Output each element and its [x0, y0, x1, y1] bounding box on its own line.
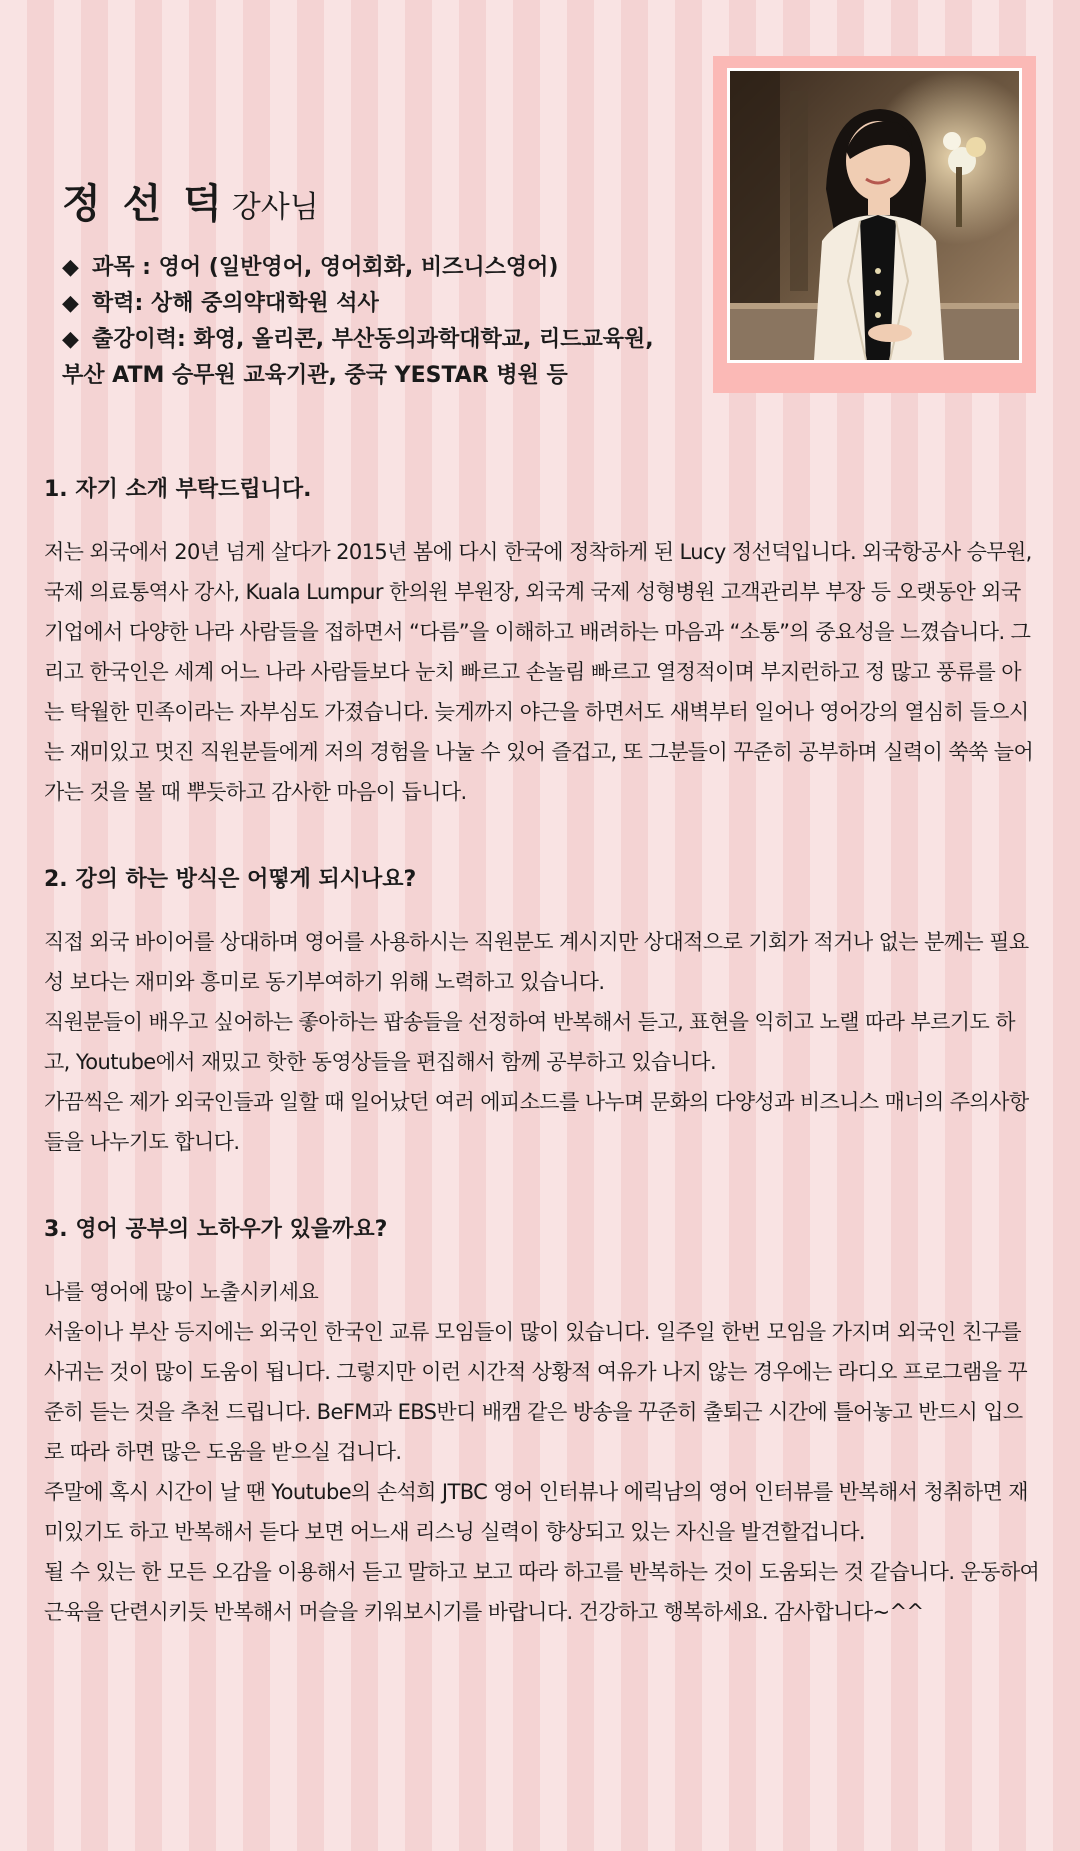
section-study-know-how [44, 1210, 1040, 1632]
profile-photo-frame [713, 56, 1036, 393]
diamond-bullet-icon: ◆ [62, 327, 79, 352]
diamond-bullet-icon: ◆ [62, 255, 79, 280]
diamond-bullet-icon: ◆ [62, 291, 79, 316]
section-heading: 1. 자기 소개 부탁드립니다. [44, 477, 312, 502]
detail-education [62, 286, 702, 322]
instructor-name: 정 선 덕 [62, 181, 226, 227]
section-paragraph: 저는 외국에서 20년 넘게 살다가 2015년 봄에 다시 한국에 정착하게 된 Lucy 정선덕입니다. 외국항공사 승무원, 국제 의료통역사 강사, Kuala Lumpur 한의원 부원장, 외국계 국제 성형병원 고객관리부 부장 등 오랫동안 외국기업에서 다양한 나라 사람들을 접하면서 “다름”을 이해하고 배려하는 마음과 “소통”의 중요성을 느꼈습니다. 그리고 한국인은 세계 어느 나라 사람들보다 눈치 빠르고 손놀림 빠르고 열정적이며 부지런하고 정 많고 풍류를 아는 탁월한 민족이라는 자부심도 가졌습니다. 늦게까지 야근을 하면서도 새벽부터 일어나 영어강의 열심히 들으시는 재미있고 멋진 직원분들에게 저의 경험을 나눌 수 있어 즐겁고, 또 그분들이 꾸준히 공부하며 실력이 쑥쑥 늘어가는 것을 볼 때 뿌듯하고 감사한 마음이 듭니다. [44, 540, 1034, 804]
detail-subject [62, 250, 702, 286]
detail-text: 출강이력: 화영, 올리콘, 부산동의과학대학교, 리드교육원, [92, 327, 654, 352]
instructor-photo [727, 68, 1022, 363]
section-paragraph: 서울이나 부산 등지에는 외국인 한국인 교류 모임들이 많이 있습니다. 일주일 한번 모임을 가지며 외국인 친구를 사귀는 것이 많이 도움이 됩니다. 그렇지만 이런 시간적 상황적 여유가 나지 않는 경우에는 라디오 프로그램을 꾸준히 듣는 것을 추천 드립니다. BeFM과 EBS반디 배캠 같은 방송을 꾸준히 출퇴근 시간에 틀어놓고 반드시 입으로 따라 하면 많은 도움을 받으실 겁니다. [44, 1320, 1028, 1464]
instructor-title-suffix: 강사님 [231, 190, 319, 225]
section-heading: 3. 영어 공부의 노하우가 있을까요? [44, 1217, 388, 1242]
section-self-introduction [44, 470, 1040, 812]
detail-text: 과목 : 영어 (일반영어, 영어회화, 비즈니스영어) [92, 255, 559, 280]
interview-content [44, 470, 1040, 1680]
instructor-details-list [62, 250, 702, 394]
instructor-name-heading [62, 172, 319, 229]
section-paragraph: 주말에 혹시 시간이 날 땐 Youtube의 손석희 JTBC 영어 인터뷰나 에릭남의 영어 인터뷰를 반복해서 청취하면 재미있기도 하고 반복해서 듣다 보면 어느새 리스닝 실력이 향상되고 있는 자신을 발견할겁니다. [44, 1480, 1028, 1544]
section-paragraph: 직접 외국 바이어를 상대하며 영어를 사용하시는 직원분도 계시지만 상대적으로 기회가 적거나 없는 분께는 필요성 보다는 재미와 흥미로 동기부여하기 위해 노력하고 있습니다. [44, 930, 1029, 994]
section-paragraph: 될 수 있는 한 모든 오감을 이용해서 듣고 말하고 보고 따라 하고를 반복하는 것이 도움되는 것 같습니다. 운동하여 근육을 단련시키듯 반복해서 머슬을 키워보시기를 바랍니다. 건강하고 행복하세요. 감사합니다~^^ [44, 1560, 1040, 1624]
section-paragraph: 나를 영어에 많이 노출시키세요 [44, 1280, 319, 1304]
section-heading: 2. 강의 하는 방식은 어떻게 되시나요? [44, 867, 417, 892]
section-paragraph: 가끔씩은 제가 외국인들과 일할 때 일어났던 여러 에피소드를 나누며 문화의 다양성과 비즈니스 매너의 주의사항들을 나누기도 합니다. [44, 1090, 1029, 1154]
detail-teaching-history [62, 322, 702, 358]
detail-teaching-history-continued: 부산 ATM 승무원 교육기관, 중국 YESTAR 병원 등 [62, 363, 568, 388]
detail-text: 학력: 상해 중의약대학원 석사 [92, 291, 379, 316]
section-teaching-method [44, 860, 1040, 1162]
section-paragraph: 직원분들이 배우고 싶어하는 좋아하는 팝송들을 선정하여 반복해서 듣고, 표현을 익히고 노랠 따라 부르기도 하고, Youtube에서 재밌고 핫한 동영상들을 편집해서 함께 공부하고 있습니다. [44, 1010, 1015, 1074]
